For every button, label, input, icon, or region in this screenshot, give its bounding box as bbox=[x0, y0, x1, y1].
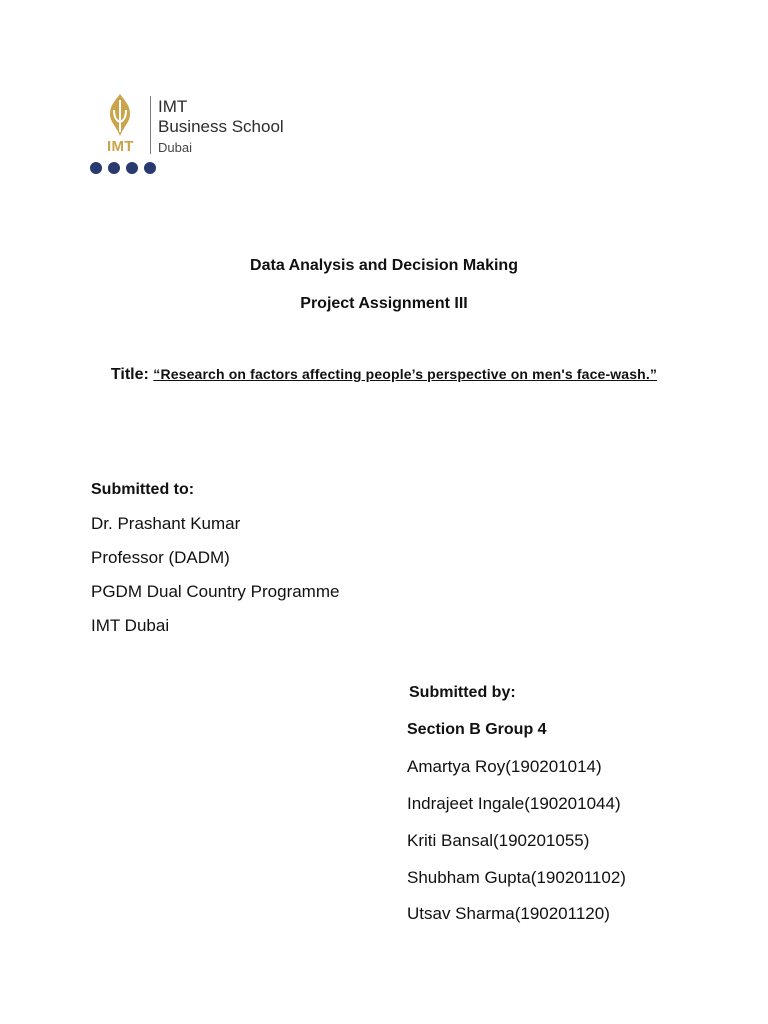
title-label: Title: bbox=[110, 366, 149, 383]
logo-location: Dubai bbox=[158, 140, 192, 155]
course-title: Data Analysis and Decision Making bbox=[250, 257, 518, 274]
logo-dot bbox=[144, 162, 156, 174]
logo-dot bbox=[108, 162, 120, 174]
logo-dot bbox=[90, 162, 102, 174]
group-label: Section B Group 4 bbox=[407, 721, 547, 738]
submitted-to-line: IMT Dubai bbox=[91, 616, 170, 635]
trident-emblem-icon bbox=[102, 92, 138, 138]
project-title bbox=[0, 366, 768, 384]
logo-name: IMT bbox=[158, 97, 188, 116]
member-item: Kriti Bansal(190201055) bbox=[407, 831, 590, 850]
title-text: “Research on factors affecting people’s perspective on men's face-wash.” bbox=[153, 366, 658, 382]
assignment-title: Project Assignment III bbox=[300, 295, 468, 312]
member-item: Amartya Roy(190201014) bbox=[407, 757, 602, 776]
submitted-to-heading: Submitted to: bbox=[91, 481, 195, 498]
submitted-to-line: PGDM Dual Country Programme bbox=[91, 582, 340, 601]
logo-divider bbox=[150, 96, 151, 154]
logo-dots bbox=[90, 162, 156, 174]
logo-abbreviation: IMT bbox=[107, 138, 134, 155]
submitted-to-line: Dr. Prashant Kumar bbox=[91, 514, 241, 533]
member-item: Indrajeet Ingale(190201044) bbox=[407, 794, 621, 813]
member-item: Utsav Sharma(190201120) bbox=[407, 904, 610, 923]
submitted-to-line: Professor (DADM) bbox=[91, 548, 230, 567]
member-item: Shubham Gupta(190201102) bbox=[407, 868, 626, 887]
logo-dot bbox=[126, 162, 138, 174]
submitted-by-heading: Submitted by: bbox=[409, 684, 516, 701]
institution-logo bbox=[90, 92, 300, 182]
logo-school: Business School bbox=[158, 117, 284, 136]
